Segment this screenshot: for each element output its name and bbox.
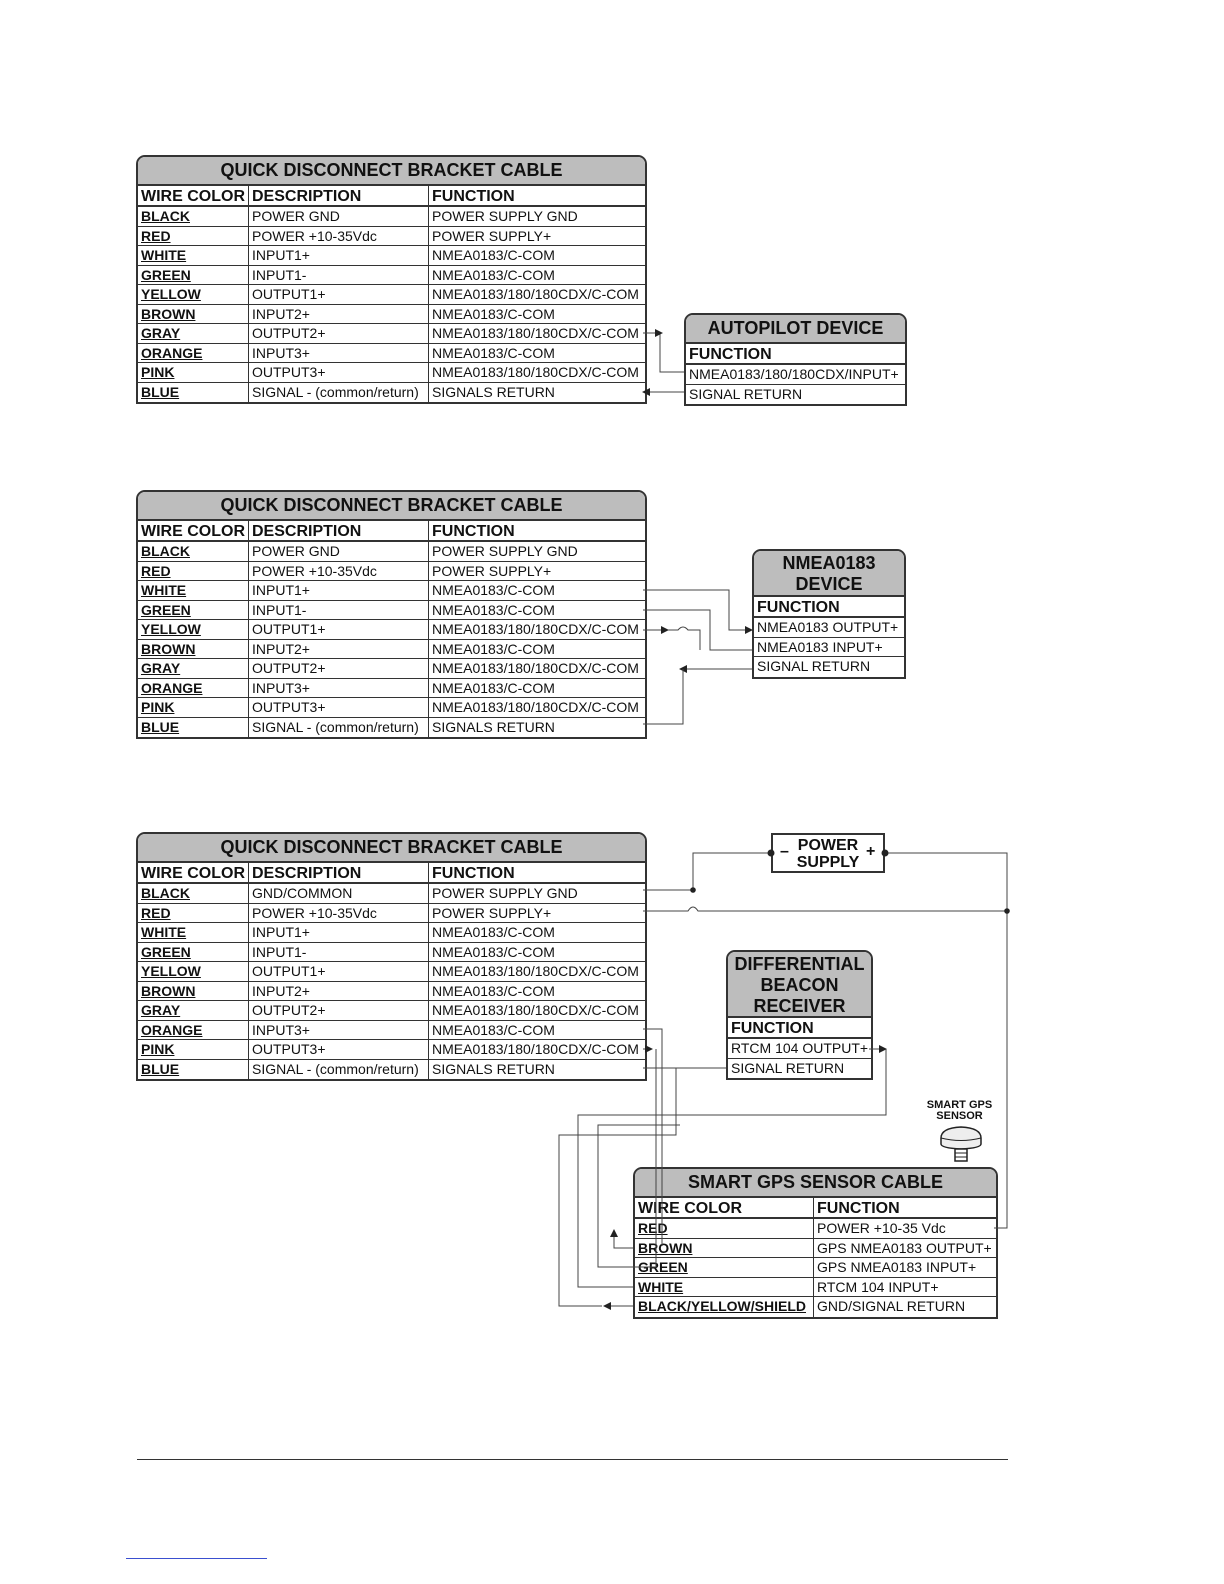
function-cell: POWER SUPPLY GND [428,542,645,561]
signal-return-wire-2 [643,669,683,724]
function-cell: NMEA0183/C-COM [428,344,645,363]
table-title: QUICK DISCONNECT BRACKET CABLE [138,834,645,863]
function-cell: POWER SUPPLY GND [428,207,645,226]
function-cell: NMEA0183/180/180CDX/INPUT+ [689,366,899,382]
wire-color-cell: BROWN [141,982,196,999]
function-cell: SIGNAL RETURN [731,1059,845,1076]
wire-color-cell: ORANGE [141,679,203,696]
title-line-2: DEVICE [795,574,863,594]
wire-color-cell: YELLOW [141,963,201,979]
wire-color-cell: WHITE [141,582,187,598]
function-cell: GPS NMEA0183 OUTPUT+ [813,1239,996,1258]
wire-color-cell: BLUE [141,718,180,735]
description-cell: POWER GND [248,207,428,226]
gps-red-power-wire [994,911,1007,1228]
description-cell: INPUT3+ [248,1021,428,1040]
col-wire-color: WIRE COLOR [638,1200,742,1217]
function-cell: NMEA0183/C-COM [428,246,645,265]
wire-color-cell: ORANGE [141,1021,203,1038]
wire-color-cell: GRAY [141,325,181,341]
function-cell: NMEA0183 OUTPUT+ [757,619,899,635]
function-cell: NMEA0183/C-COM [428,679,645,698]
function-cell: NMEA0183/C-COM [428,982,645,1001]
pink-to-gps-green [598,1049,656,1267]
function-cell: POWER SUPPLY+ [428,904,645,923]
function-cell: SIGNAL RETURN [689,385,803,402]
function-cell: RTCM 104 OUTPUT+ [731,1040,869,1056]
description-cell: INPUT1- [248,266,428,285]
wire-color-cell: GREEN [141,266,191,283]
wire-color-cell: GREEN [141,943,191,960]
wire-color-cell: BLUE [141,1060,180,1077]
function-cell: POWER SUPPLY GND [428,884,645,903]
power-plus-terminal [882,850,889,857]
description-cell: INPUT2+ [248,305,428,324]
col-description: DESCRIPTION [248,521,428,540]
wire-color-cell: BROWN [141,640,196,657]
title-line-3: RECEIVER [753,996,846,1016]
col-function: FUNCTION [731,1020,814,1037]
description-cell: OUTPUT2+ [248,1001,428,1020]
function-cell: NMEA0183/180/180CDX/C-COM [428,659,645,678]
function-cell: NMEA0183/C-COM [428,923,645,942]
title-line-1: NMEA0183 [782,553,876,573]
power-supply-line-1: POWER [797,837,859,854]
description-cell: SIGNAL - (common/return) [248,718,428,738]
description-cell: OUTPUT1+ [248,620,428,639]
description-cell: OUTPUT2+ [248,324,428,343]
col-description: DESCRIPTION [248,863,428,882]
wire-color-cell: BLACK/YELLOW/SHIELD [638,1298,806,1314]
wire-color-cell: PINK [141,1041,175,1057]
description-cell: INPUT3+ [248,344,428,363]
gray-to-autopilot-wire [643,333,684,372]
wire-color-cell: WHITE [638,1278,684,1295]
function-cell: NMEA0183 INPUT+ [757,638,883,655]
function-cell: NMEA0183/C-COM [428,1021,645,1040]
wire-color-cell: GREEN [141,601,191,618]
wire-color-cell: RED [141,227,171,244]
function-cell: POWER +10-35 Vdc [813,1219,996,1238]
col-function: FUNCTION [428,863,645,882]
col-wire-color: WIRE COLOR [141,523,245,540]
function-cell: NMEA0183/C-COM [428,943,645,962]
function-cell: SIGNALS RETURN [428,383,645,403]
function-cell: SIGNALS RETURN [428,718,645,738]
wire-color-cell: BLACK [141,208,190,224]
description-cell: INPUT1+ [248,581,428,600]
function-cell: SIGNALS RETURN [428,1060,645,1080]
description-cell: SIGNAL - (common/return) [248,383,428,403]
power-plus-sign: + [866,843,876,860]
col-function: FUNCTION [428,521,645,540]
col-function: FUNCTION [813,1198,996,1217]
wire-color-cell: GRAY [141,660,181,676]
footer-link-underline [126,1558,267,1559]
wire-color-cell: ORANGE [141,344,203,361]
description-cell: POWER +10-35Vdc [248,227,428,246]
wire-color-cell: BLACK [141,543,190,559]
function-cell: GND/SIGNAL RETURN [813,1297,996,1317]
description-cell: INPUT1- [248,601,428,620]
col-function: FUNCTION [689,346,772,363]
power-minus-sign: – [780,843,789,860]
wire-color-cell: GRAY [141,1002,181,1018]
power-gnd-wire [643,853,771,890]
wire-color-cell: BROWN [141,305,196,322]
function-cell: NMEA0183/180/180CDX/C-COM [428,962,645,981]
description-cell: INPUT1+ [248,246,428,265]
col-wire-color: WIRE COLOR [141,865,245,882]
wire-color-cell: BROWN [638,1239,693,1256]
autopilot-title: AUTOPILOT DEVICE [686,315,905,344]
description-cell: OUTPUT2+ [248,659,428,678]
title-line-1: DIFFERENTIAL [734,954,865,974]
gps-green-wire [598,1125,680,1267]
orange-input-wire [643,1029,662,1246]
beacon-out-to-gps-white [578,1049,886,1287]
function-cell: NMEA0183/C-COM [428,640,645,659]
gps-cable-title: SMART GPS SENSOR CABLE [635,1169,996,1198]
wire-color-cell: BLACK [141,885,190,901]
description-cell: INPUT2+ [248,982,428,1001]
description-cell: GND/COMMON [248,884,428,903]
function-cell: NMEA0183/180/180CDX/C-COM [428,324,645,343]
col-function: FUNCTION [428,186,645,205]
function-cell: NMEA0183/180/180CDX/C-COM [428,285,645,304]
function-cell: SIGNAL RETURN [757,658,871,674]
footer-rule [137,1459,1008,1460]
table-title: QUICK DISCONNECT BRACKET CABLE [138,492,645,521]
description-cell: OUTPUT3+ [248,698,428,717]
power-minus-terminal [768,850,775,857]
description-cell: POWER +10-35Vdc [248,904,428,923]
junction-dot [1004,908,1010,914]
description-cell: INPUT1+ [248,923,428,942]
col-function: FUNCTION [757,599,840,616]
table-title: QUICK DISCONNECT BRACKET CABLE [138,157,645,186]
power-supply-line-2: SUPPLY [796,854,860,871]
wire-color-cell: RED [638,1220,668,1236]
description-cell: INPUT2+ [248,640,428,659]
sensor-label-line-1: SMART GPS [926,1099,993,1111]
function-cell: NMEA0183/C-COM [428,601,645,620]
function-cell: NMEA0183/180/180CDX/C-COM [428,1040,645,1059]
wire-color-cell: PINK [141,364,175,380]
function-cell: POWER SUPPLY+ [428,562,645,581]
col-wire-color: WIRE COLOR [141,188,245,205]
function-cell: NMEA0183/180/180CDX/C-COM [428,620,645,639]
function-cell: NMEA0183/C-COM [428,266,645,285]
function-cell: NMEA0183/C-COM [428,305,645,324]
return-to-gps-black [559,1068,676,1306]
description-cell: SIGNAL - (common/return) [248,1060,428,1080]
yellow-output-wire-2 [668,627,700,650]
power-plus-wire [643,853,1007,911]
function-cell: NMEA0183/180/180CDX/C-COM [428,698,645,717]
wire-color-cell: PINK [141,699,175,715]
function-cell: RTCM 104 INPUT+ [813,1278,996,1297]
wire-color-cell: YELLOW [141,621,201,637]
gps-brown-to-orange [614,1230,633,1248]
description-cell: OUTPUT3+ [248,363,428,382]
description-cell: INPUT1- [248,943,428,962]
wire-color-cell: WHITE [141,924,187,940]
col-description: DESCRIPTION [248,186,428,205]
wire-color-cell: WHITE [141,247,187,263]
wire-color-cell: RED [141,904,171,921]
junction-dot [690,887,696,893]
description-cell: POWER GND [248,542,428,561]
wire-color-cell: BLUE [141,383,180,400]
description-cell: OUTPUT1+ [248,962,428,981]
description-cell: INPUT3+ [248,679,428,698]
description-cell: POWER +10-35Vdc [248,562,428,581]
sensor-label-line-2: SENSOR [936,1110,983,1122]
wire-color-cell: YELLOW [141,286,201,302]
function-cell: NMEA0183/180/180CDX/C-COM [428,1001,645,1020]
function-cell: POWER SUPPLY+ [428,227,645,246]
wire-color-cell: GREEN [638,1259,688,1275]
description-cell: OUTPUT3+ [248,1040,428,1059]
description-cell: OUTPUT1+ [248,285,428,304]
wire-color-cell: RED [141,562,171,579]
function-cell: NMEA0183/C-COM [428,581,645,600]
function-cell: NMEA0183/180/180CDX/C-COM [428,363,645,382]
title-line-2: BEACON [760,975,839,995]
function-cell: GPS NMEA0183 INPUT+ [813,1258,996,1277]
